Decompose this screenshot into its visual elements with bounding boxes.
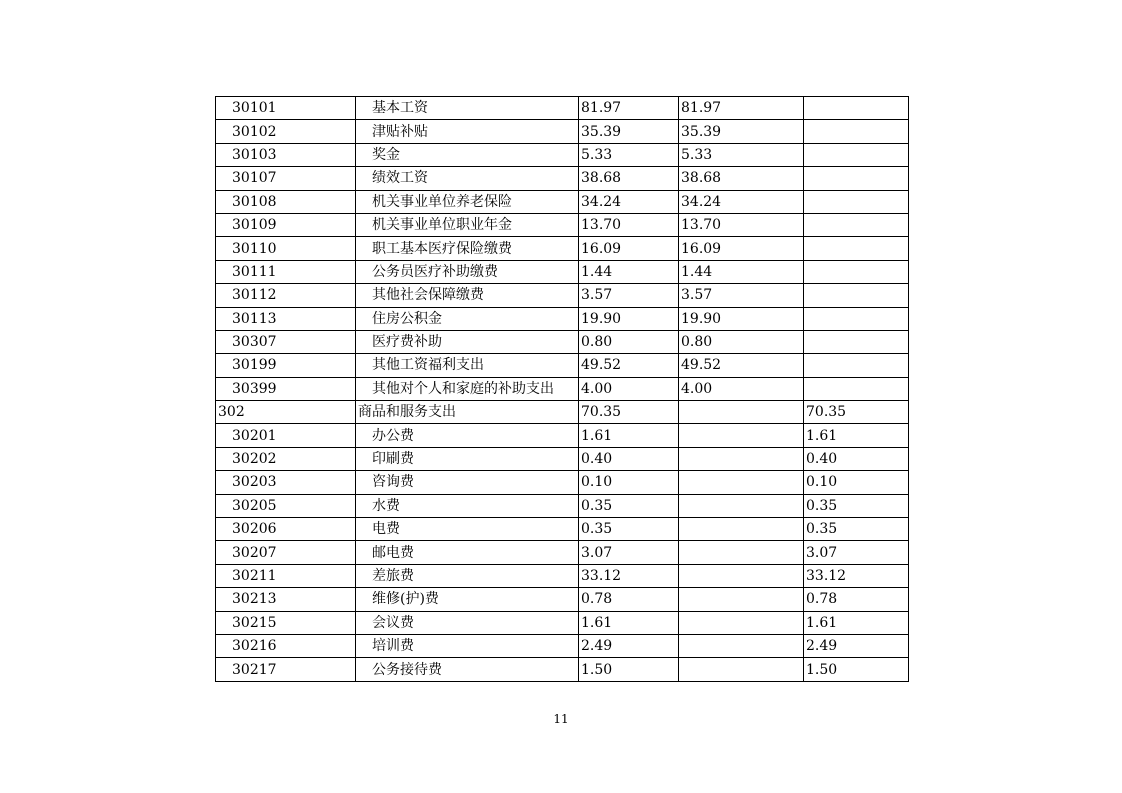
basic-expense-cell [679, 541, 804, 564]
account-code-cell: 302 [216, 401, 356, 424]
project-expense-cell [804, 330, 909, 353]
account-code-cell: 30102 [216, 120, 356, 143]
account-code-cell: 30207 [216, 541, 356, 564]
account-name-cell: 住房公积金 [356, 307, 579, 330]
budget-table [215, 96, 909, 682]
total-amount-cell: 2.49 [579, 634, 679, 657]
table-row [216, 588, 909, 611]
account-code-cell: 30307 [216, 330, 356, 353]
account-code-cell: 30108 [216, 190, 356, 213]
account-code-cell: 30213 [216, 588, 356, 611]
project-expense-cell: 3.07 [804, 541, 909, 564]
project-expense-cell: 2.49 [804, 634, 909, 657]
account-name-cell: 职工基本医疗保险缴费 [356, 237, 579, 260]
basic-expense-cell [679, 611, 804, 634]
account-name-cell: 其他工资福利支出 [356, 354, 579, 377]
project-expense-cell: 0.35 [804, 518, 909, 541]
table-row [216, 167, 909, 190]
table-row [216, 401, 909, 424]
basic-expense-cell: 35.39 [679, 120, 804, 143]
table-row [216, 120, 909, 143]
project-expense-cell [804, 377, 909, 400]
account-code-cell: 30211 [216, 564, 356, 587]
total-amount-cell: 70.35 [579, 401, 679, 424]
basic-expense-cell: 0.80 [679, 330, 804, 353]
table-row [216, 494, 909, 517]
basic-expense-cell [679, 424, 804, 447]
account-code-cell: 30112 [216, 284, 356, 307]
project-expense-cell [804, 237, 909, 260]
total-amount-cell: 38.68 [579, 167, 679, 190]
total-amount-cell: 0.35 [579, 494, 679, 517]
project-expense-cell: 1.61 [804, 424, 909, 447]
project-expense-cell: 70.35 [804, 401, 909, 424]
table-row [216, 424, 909, 447]
basic-expense-cell [679, 588, 804, 611]
project-expense-cell [804, 97, 909, 120]
table-row [216, 284, 909, 307]
basic-expense-cell: 4.00 [679, 377, 804, 400]
account-code-cell: 30101 [216, 97, 356, 120]
total-amount-cell: 49.52 [579, 354, 679, 377]
total-amount-cell: 3.57 [579, 284, 679, 307]
account-name-cell: 培训费 [356, 634, 579, 657]
table-row [216, 190, 909, 213]
project-expense-cell: 0.10 [804, 471, 909, 494]
basic-expense-cell: 34.24 [679, 190, 804, 213]
account-code-cell: 30199 [216, 354, 356, 377]
total-amount-cell: 0.35 [579, 518, 679, 541]
account-name-cell: 办公费 [356, 424, 579, 447]
table-row [216, 307, 909, 330]
basic-expense-cell: 13.70 [679, 213, 804, 236]
basic-expense-cell [679, 401, 804, 424]
table-row [216, 634, 909, 657]
account-name-cell: 商品和服务支出 [356, 401, 579, 424]
account-code-cell: 30103 [216, 143, 356, 166]
total-amount-cell: 81.97 [579, 97, 679, 120]
project-expense-cell [804, 284, 909, 307]
basic-expense-cell: 19.90 [679, 307, 804, 330]
table-row [216, 213, 909, 236]
account-code-cell: 30110 [216, 237, 356, 260]
account-name-cell: 绩效工资 [356, 167, 579, 190]
total-amount-cell: 1.50 [579, 658, 679, 681]
account-name-cell: 机关事业单位职业年金 [356, 213, 579, 236]
basic-expense-cell [679, 634, 804, 657]
account-name-cell: 医疗费补助 [356, 330, 579, 353]
table-row [216, 611, 909, 634]
total-amount-cell: 0.80 [579, 330, 679, 353]
account-code-cell: 30109 [216, 213, 356, 236]
table-row [216, 97, 909, 120]
account-name-cell: 公务员医疗补助缴费 [356, 260, 579, 283]
project-expense-cell [804, 143, 909, 166]
total-amount-cell: 0.78 [579, 588, 679, 611]
table-row [216, 658, 909, 681]
account-name-cell: 公务接待费 [356, 658, 579, 681]
account-name-cell: 邮电费 [356, 541, 579, 564]
page-number: 11 [553, 712, 569, 726]
account-name-cell: 津贴补贴 [356, 120, 579, 143]
account-name-cell: 基本工资 [356, 97, 579, 120]
total-amount-cell: 1.44 [579, 260, 679, 283]
table-row [216, 564, 909, 587]
account-code-cell: 30205 [216, 494, 356, 517]
project-expense-cell [804, 260, 909, 283]
account-name-cell: 差旅费 [356, 564, 579, 587]
basic-expense-cell [679, 494, 804, 517]
project-expense-cell [804, 354, 909, 377]
basic-expense-cell [679, 658, 804, 681]
account-name-cell: 其他对个人和家庭的补助支出 [356, 377, 579, 400]
table-row [216, 518, 909, 541]
total-amount-cell: 33.12 [579, 564, 679, 587]
basic-expense-cell [679, 564, 804, 587]
project-expense-cell: 33.12 [804, 564, 909, 587]
account-code-cell: 30206 [216, 518, 356, 541]
basic-expense-cell [679, 518, 804, 541]
project-expense-cell [804, 190, 909, 213]
basic-expense-cell: 3.57 [679, 284, 804, 307]
table-row [216, 447, 909, 470]
basic-expense-cell [679, 447, 804, 470]
account-code-cell: 30216 [216, 634, 356, 657]
account-name-cell: 电费 [356, 518, 579, 541]
account-code-cell: 30111 [216, 260, 356, 283]
table-row [216, 471, 909, 494]
basic-expense-cell: 16.09 [679, 237, 804, 260]
account-name-cell: 会议费 [356, 611, 579, 634]
table-body [216, 97, 909, 682]
account-code-cell: 30201 [216, 424, 356, 447]
project-expense-cell: 1.61 [804, 611, 909, 634]
total-amount-cell: 19.90 [579, 307, 679, 330]
project-expense-cell: 0.78 [804, 588, 909, 611]
account-name-cell: 其他社会保障缴费 [356, 284, 579, 307]
account-name-cell: 维修(护)费 [356, 588, 579, 611]
account-name-cell: 水费 [356, 494, 579, 517]
total-amount-cell: 13.70 [579, 213, 679, 236]
total-amount-cell: 1.61 [579, 611, 679, 634]
total-amount-cell: 1.61 [579, 424, 679, 447]
table-row [216, 354, 909, 377]
basic-expense-cell: 5.33 [679, 143, 804, 166]
account-name-cell: 奖金 [356, 143, 579, 166]
project-expense-cell [804, 213, 909, 236]
basic-expense-cell [679, 471, 804, 494]
account-name-cell: 咨询费 [356, 471, 579, 494]
total-amount-cell: 0.40 [579, 447, 679, 470]
total-amount-cell: 35.39 [579, 120, 679, 143]
table-row [216, 237, 909, 260]
basic-expense-cell: 1.44 [679, 260, 804, 283]
table-row [216, 377, 909, 400]
total-amount-cell: 0.10 [579, 471, 679, 494]
account-code-cell: 30107 [216, 167, 356, 190]
total-amount-cell: 16.09 [579, 237, 679, 260]
project-expense-cell [804, 307, 909, 330]
table-row [216, 541, 909, 564]
table-row [216, 330, 909, 353]
basic-expense-cell: 49.52 [679, 354, 804, 377]
table-row [216, 260, 909, 283]
project-expense-cell: 0.40 [804, 447, 909, 470]
account-code-cell: 30203 [216, 471, 356, 494]
project-expense-cell [804, 167, 909, 190]
account-code-cell: 30399 [216, 377, 356, 400]
account-code-cell: 30113 [216, 307, 356, 330]
basic-expense-cell: 81.97 [679, 97, 804, 120]
project-expense-cell: 0.35 [804, 494, 909, 517]
account-name-cell: 机关事业单位养老保险 [356, 190, 579, 213]
total-amount-cell: 4.00 [579, 377, 679, 400]
account-name-cell: 印刷费 [356, 447, 579, 470]
table-row [216, 143, 909, 166]
total-amount-cell: 3.07 [579, 541, 679, 564]
account-code-cell: 30215 [216, 611, 356, 634]
account-code-cell: 30217 [216, 658, 356, 681]
total-amount-cell: 34.24 [579, 190, 679, 213]
project-expense-cell [804, 120, 909, 143]
project-expense-cell: 1.50 [804, 658, 909, 681]
basic-expense-cell: 38.68 [679, 167, 804, 190]
total-amount-cell: 5.33 [579, 143, 679, 166]
account-code-cell: 30202 [216, 447, 356, 470]
